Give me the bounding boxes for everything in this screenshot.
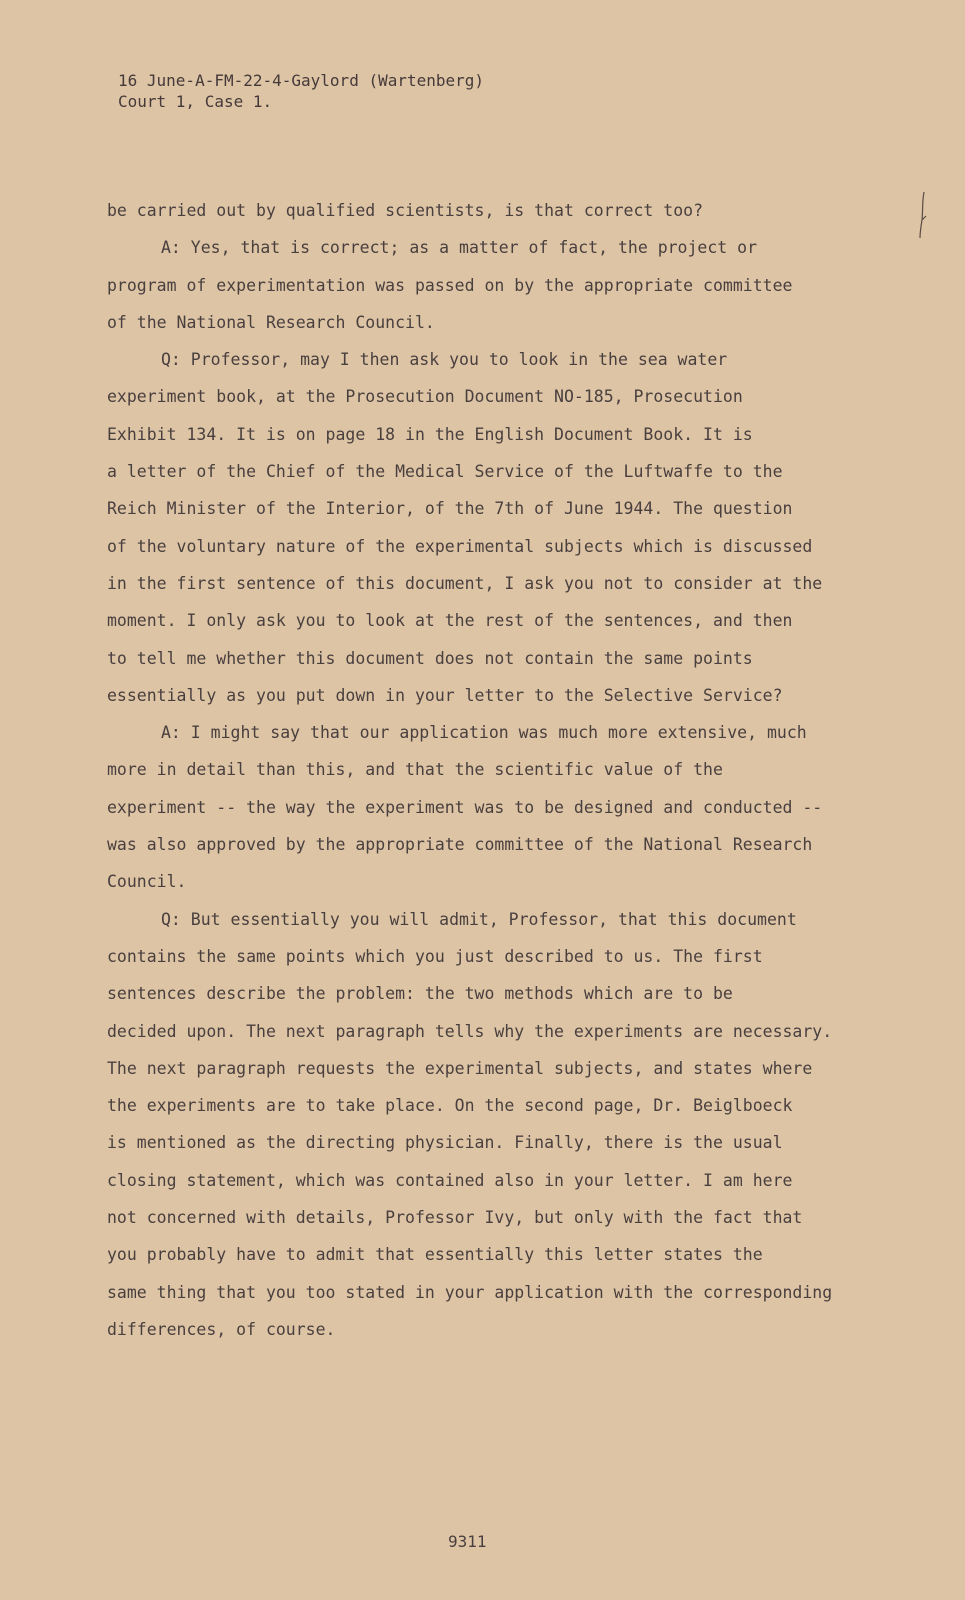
- transcript-line: in the first sentence of this document, I ask you not to consider at the: [107, 573, 823, 593]
- header-court-line: Court 1, Case 1.: [118, 92, 273, 111]
- transcript-line: closing statement, which was contained also in your letter. I am here: [107, 1170, 793, 1190]
- transcript-line: experiment book, at the Prosecution Document NO-185, Prosecution: [107, 387, 743, 407]
- page-number: 9311: [448, 1532, 487, 1551]
- transcript-line: Exhibit 134. It is on page 18 in the English Document Book. It is: [107, 424, 753, 444]
- transcript-line: to tell me whether this document does not contain the same points: [107, 648, 753, 668]
- transcript-line: Q: Professor, may I then ask you to look in the sea water: [161, 350, 728, 370]
- transcript-line: Reich Minister of the Interior, of the 7th of June 1944. The question: [107, 499, 793, 519]
- transcript-line: program of experimentation was passed on by the appropriate committee: [107, 275, 793, 295]
- transcript-line: decided upon. The next paragraph tells why the experiments are necessary.: [107, 1021, 833, 1041]
- transcript-line: more in detail than this, and that the scientific value of the: [107, 760, 723, 780]
- transcript-line: was also approved by the appropriate committee of the National Research: [107, 835, 813, 855]
- transcript-line: contains the same points which you just described to us. The first: [107, 946, 763, 966]
- transcript-line: is mentioned as the directing physician. Finally, there is the usual: [107, 1133, 783, 1153]
- transcript-line: not concerned with details, Professor Ivy, but only with the fact that: [107, 1208, 803, 1228]
- transcript-line: moment. I only ask you to look at the rest of the sentences, and then: [107, 611, 793, 631]
- transcript-line: Council.: [107, 872, 187, 892]
- transcript-line: differences, of course.: [107, 1319, 336, 1339]
- transcript-line: the experiments are to take place. On the second page, Dr. Beiglboeck: [107, 1096, 793, 1116]
- document-header: [118, 70, 484, 112]
- transcript-line: of the voluntary nature of the experimental subjects which is discussed: [107, 536, 813, 556]
- transcript-line: A: I might say that our application was much more extensive, much: [161, 723, 807, 743]
- transcript-line: essentially as you put down in your letter to the Selective Service?: [107, 685, 783, 705]
- transcript-line: a letter of the Chief of the Medical Service of the Luftwaffe to the: [107, 462, 783, 482]
- transcript-line: you probably have to admit that essentially this letter states the: [107, 1245, 763, 1265]
- transcript-line: same thing that you too stated in your application with the corresponding: [107, 1282, 833, 1302]
- margin-pencil-mark: [918, 190, 928, 240]
- transcript-line: Q: But essentially you will admit, Professor, that this document: [161, 909, 797, 929]
- transcript-line: of the National Research Council.: [107, 312, 435, 332]
- transcript-line: experiment -- the way the experiment was to be designed and conducted --: [107, 797, 823, 817]
- transcript-line: sentences describe the problem: the two methods which are to be: [107, 984, 733, 1004]
- header-session-line: 16 June-A-FM-22-4-Gaylord (Wartenberg): [118, 71, 485, 90]
- transcript-line: A: Yes, that is correct; as a matter of fact, the project or: [161, 238, 758, 258]
- transcript-line: be carried out by qualified scientists, is that correct too?: [107, 201, 704, 220]
- transcript-line: The next paragraph requests the experimental subjects, and states where: [107, 1058, 813, 1078]
- transcript-body: [107, 192, 862, 1348]
